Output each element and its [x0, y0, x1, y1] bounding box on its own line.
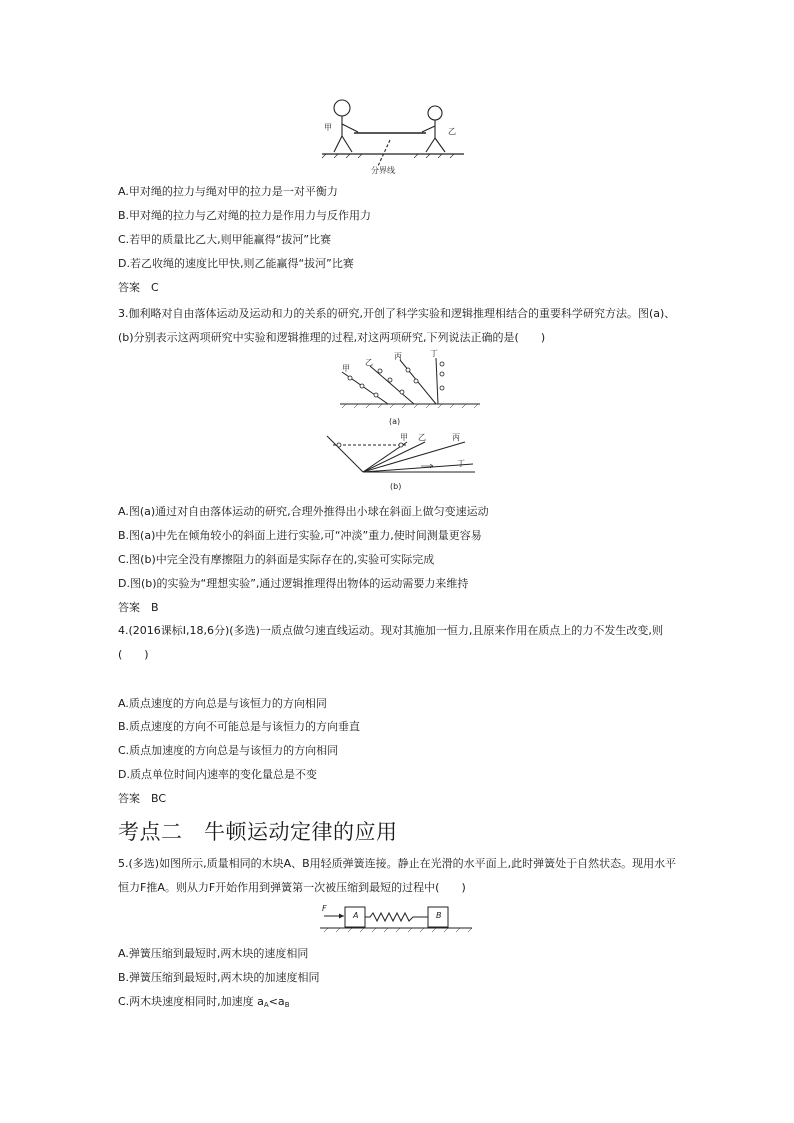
fig-a-label-bing: 丙: [394, 352, 402, 361]
q4-stem: 4.(2016课标Ⅰ,18,6分)(多选)一质点做匀速直线运动。现对其施加一恒力,且原来作用在质点上的力不发生改变,则( ): [118, 624, 663, 661]
label-yi: 乙: [448, 127, 456, 136]
q5-option-a: A.弹簧压缩到最短时,两木块的速度相同: [118, 947, 309, 960]
q2-option-b: B.甲对绳的拉力与乙对绳的拉力是作用力与反作用力: [118, 209, 372, 222]
q3-option-a: A.图(a)通过对自由落体运动的研究,合理外推得出小球在斜面上做匀变速运动: [118, 505, 489, 518]
q3-stem: 3.伽利略对自由落体运动及运动和力的关系的研究,开创了科学实验和逻辑推理相结合的重要科学研究方法。图(a)、(b)分别表示这两项研究中实验和逻辑推理的过程,对这两项研究,下列说法正确的是( ): [118, 307, 676, 344]
label-force-f: F: [322, 904, 327, 913]
fig-b-caption: (b): [390, 482, 402, 491]
q3-option-d: D.图(b)的实验为“理想实验”,通过逻辑推理得出物体的运动需要力来维持: [118, 577, 469, 590]
fig-a-label-yi: 乙: [365, 358, 373, 367]
q2-option-d: D.若乙收绳的速度比甲快,则乙能赢得“拔河”比赛: [118, 257, 354, 270]
fig-b-label-bing: 丙: [452, 433, 460, 442]
fig-b-label-ding: 丁: [457, 459, 465, 468]
fig-a-label-jia: 甲: [342, 364, 350, 373]
person-jia-head: [334, 100, 350, 116]
q4-option-a: A.质点速度的方向总是与该恒力的方向相同: [118, 697, 327, 710]
label-block-a: A: [353, 911, 359, 920]
q4-option-b: B.质点速度的方向不可能总是与该恒力的方向垂直: [118, 720, 361, 733]
fig-b-label-jia: 甲: [400, 433, 408, 442]
label-jia: 甲: [324, 123, 332, 132]
q2-option-c: C.若甲的质量比乙大,则甲能赢得“拔河”比赛: [118, 233, 332, 246]
q4-option-c: C.质点加速度的方向总是与该恒力的方向相同: [118, 744, 339, 757]
q5-option-c-sub-a: A: [263, 1001, 269, 1009]
fig-b-label-yi: 乙: [418, 433, 426, 442]
q5-option-c-mid: <a: [268, 995, 285, 1008]
q3-option-b: B.图(a)中先在倾角较小的斜面上进行实验,可“冲淡”重力,使时间测量更容易: [118, 529, 482, 542]
person-yi-head: [428, 106, 442, 120]
q3-option-c: C.图(b)中完全没有摩擦阻力的斜面是实际存在的,实验可实际完成: [118, 553, 435, 566]
q3-answer: 答案 B: [118, 601, 159, 614]
fig-a-label-ding: 丁: [430, 349, 438, 358]
section-heading: 考点二 牛顿运动定律的应用: [118, 820, 398, 844]
q4-option-d: D.质点单位时间内速率的变化量总是不变: [118, 768, 317, 781]
q5-option-c-text: C.两木块速度相同时,加速度 a: [118, 995, 264, 1008]
fig-a-caption: (a): [389, 417, 401, 426]
spring: [365, 913, 428, 921]
galileo-figure-a: [340, 350, 480, 412]
label-block-b: B: [436, 911, 442, 920]
q5-option-b: B.弹簧压缩到最短时,两木块的加速度相同: [118, 971, 320, 984]
q2-option-a: A.甲对绳的拉力与绳对甲的拉力是一对平衡力: [118, 185, 338, 198]
spring-blocks-figure: [318, 902, 474, 936]
q2-answer: 答案 C: [118, 281, 159, 294]
label-boundary: 分界线: [371, 166, 395, 175]
q5-stem: 5.(多选)如图所示,质量相同的木块A、B用轻质弹簧连接。静止在光滑的水平面上,此时弹簧处于自然状态。现用水平恒力F推A。则从力F开始作用到弹簧第一次被压缩到最短的过程中( ): [118, 857, 677, 894]
q5-option-c: [118, 995, 290, 1012]
q5-option-c-sub-b: B: [284, 1001, 290, 1009]
q4-answer: 答案 BC: [118, 792, 167, 805]
